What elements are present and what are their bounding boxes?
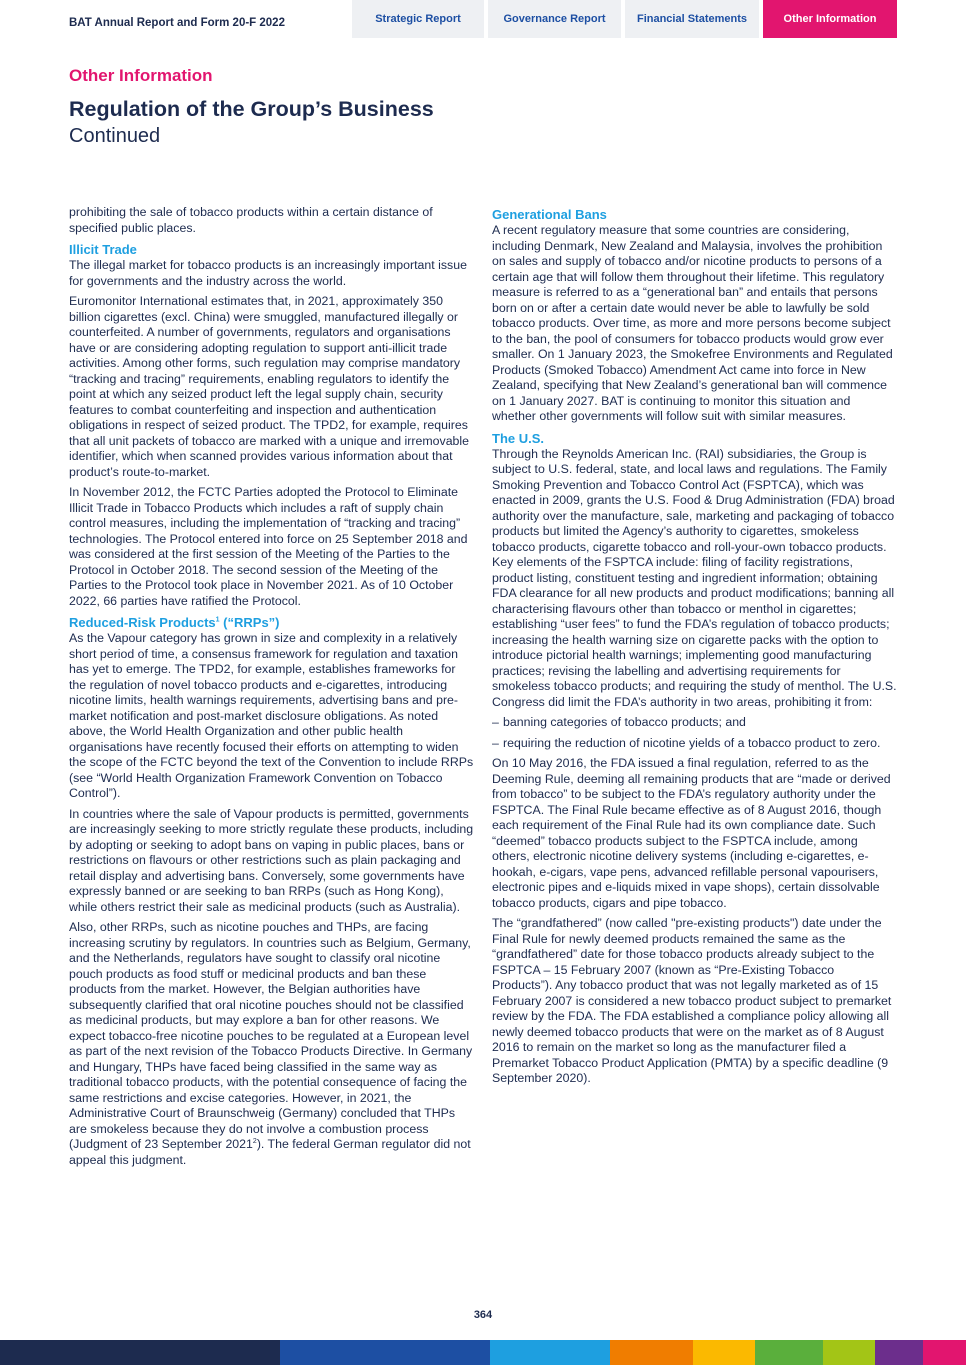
list-item: – requiring the reduction of nicotine yields of a tobacco product to zero. [492,735,881,750]
footer-segment [923,1340,966,1365]
top-navigation-bar [0,0,966,38]
footer-segment [875,1340,923,1365]
footer-segment [755,1340,823,1365]
illicit-paragraph-1: The illegal market for tobacco products is an increasingly important issue for governments and the industry across the world. [69,258,467,288]
heading-the-us: The U.S. [492,430,545,446]
footnote-ref-2: 2 [252,1137,257,1145]
tab-other-information[interactable]: Other Information [763,0,897,38]
heading-reduced-risk-products: Reduced-Risk Products$^1$ (“RRPs”) [69,615,280,630]
tab-strategic-report[interactable]: Strategic Report [352,0,484,38]
rrp-paragraph-1: As the Vapour category has grown in size and complexity in a relatively short period of time, a consensus framework for regulation and taxation has yet to emerge. The TPD2, for example, establishes frameworks for the regulation of novel tobacco products and e-cigarettes, introducing nicotine limits, health warnings requirements, advertising bans and pre-market notification and post-market disclosure obligations. As noted above, the World Health Organization and other public health organisations have recently focused their efforts on attempting to widen the scope of the FCTC beyond the text of the Convention to include RRPs (see “World Health Organization Framework Convention on Tobacco Control”). [69,631,474,800]
footer-segment [280,1340,490,1365]
footer-segment [610,1340,693,1365]
rrp-paragraph-2: In countries where the sale of Vapour products is permitted, governments are increasingly seeking to more strictly regulate these products, including by adopting or seeking to adopt bans on vaping in public places, bans or restrictions on flavours or other restrictions such as plain packaging and retail display and advertising bans. Conversely, some governments have expressly banned or are seeking to ban RRPs (such as Hong Kong), while others restrict their sale as medicinal products (such as Australia). [69,806,474,914]
heading-generational-bans: Generational Bans [492,207,607,222]
page-subtitle: Continued [69,125,161,147]
generational-paragraph: A recent regulatory measure that some countries are considering, including Denmark, New Zealand and Malaysia, involves the prohibition on sales and supply of tobacco and/or nicotine products to persons of a certain age that will follow them throughout their lifetime. This regulatory measure is referred to as a “generational ban” and entails that persons born on or after a certain date would never be able to lawfully be sold tobacco products. Over time, as more and more persons become subject to the ban, the pool of consumers for tobacco products would grow ever smaller. On 1 January 2023, the Smokefree Environments and Regulated Products (Smoked Tobacco) Amendment Act came into force in New Zealand, specifying that New Zealand’s generational ban will commence on 1 January 2027. BAT is continuing to monitor this situation and whether other governments will follow suit with similar measures. [492,223,893,423]
list-item: – banning categories of tobacco products; and [492,715,746,729]
heading-illicit-trade: Illicit Trade [69,242,137,257]
tab-financial-statements[interactable]: Financial Statements [625,0,759,38]
illicit-paragraph-3: In November 2012, the FCTC Parties adopted the Protocol to Eliminate Illicit Trade in Tobacco Products which includes a raft of supply chain control measures, including the implementation of “tracking and tracing” technologies. The Protocol entered into force on 25 September 2018 and was considered at the first session of the Meeting of the Parties to the Protocol in October 2018. The second session of the Meeting of the Parties to the Protocol took place in November 2021. As of 10 October 2022, 66 parties have ratified the Protocol. [69,485,468,608]
footer-segment [693,1340,755,1365]
us-paragraph-1: Through the Reynolds American Inc. (RAI) subsidiaries, the Group is subject to U.S. federal, state, and local laws and regulations. The Family Smoking Prevention and Tobacco Control Act (FSPTCA), which was enacted in 2009, grants the U.S. Food & Drug Administration (FDA) broad authority over the manufacture, sale, marketing and packaging of tobacco products but limited the Agency’s authority to cigarettes, smokeless tobacco products, cigarette tobacco and roll-your-own tobacco products. Key elements of the FSPTCA include: filing of facility registrations, product listing, constituent testing and ingredient information; obtaining FDA clearance for all new products and product modifications; banning all characterising flavours other than tobacco or menthol in cigarettes; establishing “user fees” to fund the FDA’s regulation of tobacco products; increasing the health warning size on cigarette packs with the option to introduce pictorial health warnings; implementing good manufacturing practices; revising the labelling and advertising requirements for smokeless tobacco products; and requiring the study of menthol. The U.S. Congress did limit the FDA’s authority in two areas, prohibiting it from: [492,446,897,709]
tab-governance-report[interactable]: Governance Report [488,0,621,38]
footer-color-bar [0,1340,966,1365]
us-paragraph-2: On 10 May 2016, the FDA issued a final regulation, referred to as the Deeming Rule, deeming all remaining products that are “made or derived from tobacco” to be subject to the FDA’s regulatory authority under the FSPTCA. The Final Rule became effective as of 8 August 2016, though each requirement of the Final Rule had its own compliance date. Such “deemed” tobacco products subject to the FSPTCA include, among others, electronic nicotine delivery systems (including e-cigarettes, e-hookah, e-cigars, vape pens, advanced refillable personal vapourisers, electronic pipes and e-liquids mixed in vape shops), certain dissolvable tobacco products, cigars and pipe tobacco. [492,756,891,910]
intro-paragraph: prohibiting the sale of tobacco products within a certain distance of specified public places. [69,205,433,235]
illicit-paragraph-2: Euromonitor International estimates that, in 2021, approximately 350 billion cigarettes (excl. China) were smuggled, manufactured illegally or counterfeited. A number of governments, regulators and organisations have or are considering adopting regulation to support anti-illicit trade activities. Among other forms, such regulation may comprise mandatory “tracking and tracing” requirements, enabling regulators to identify the point at which any seized product left the legal supply chain, security features to combat counterfeiting and inspection and authentication obligations in respect of seized product. The TPD2, for example, requires that all unit packets of tobacco are marked with a unique and irremovable identifier, which when scanned provides various information about that product’s route-to-market. [69,294,470,479]
footnote-ref-1: 1 [215,616,220,624]
section-label: Other Information [69,66,213,85]
page-title: Regulation of the Group’s Business [69,97,434,121]
footer-segment [0,1340,280,1365]
document-title: BAT Annual Report and Form 20-F 2022 [69,17,285,29]
page-number: 364 [473,1309,493,1321]
left-column [69,205,475,1173]
footer-segment [490,1340,610,1365]
footer-segment [823,1340,875,1365]
us-paragraph-3: The “grandfathered” (now called "pre-existing products") date under the Final Rule for newly deemed products remained the same as the “grandfathered” date for those tobacco products already subject to the FSPTCA – 15 February 2007 (known as “Pre-Existing Tobacco Products”). Any tobacco product that was not legally marketed as of 15 February 2007 is considered a new tobacco product subject to premarket review by the FDA. The FDA established a compliance policy allowing all newly deemed tobacco products that were on the market as of 8 August 2016 to remain on the market so long as the manufacturer filed a Premarket Tobacco Product Application (PMTA) by a specific deadline (9 September 2020). [492,916,892,1085]
rrp-paragraph-3: Also, other RRPs, such as nicotine pouches and THPs, are facing increasing scrutiny by regulators. In countries such as Belgium, Germany, and the Netherlands, regulators have sought to classify oral nicotine pouch products as food stuff or medicinal products and ban these products from the market. However, the Belgian authorities have subsequently clarified that oral nicotine pouches should not be classified as medicinal products, but may explore a ban for other reasons. We expect tobacco-free nicotine pouches to be regulated at a European level as part of the next revision of the Tobacco Products Directive. In Germany and Hungary, THPs have faced being classified in the same way as traditional tobacco products, with the potential consequence of facing the same restrictions and excise categories. However, in 2021, the Administrative Court of Braunschweig (Germany) concluded that THPs are smokeless because they do not involve a combustion process (Judgment of 23 September 2021$^2$). The federal German regulator did not appeal this judgment. [69,920,473,1167]
us-prohibitions-list [492,715,897,751]
right-column [492,205,897,1092]
